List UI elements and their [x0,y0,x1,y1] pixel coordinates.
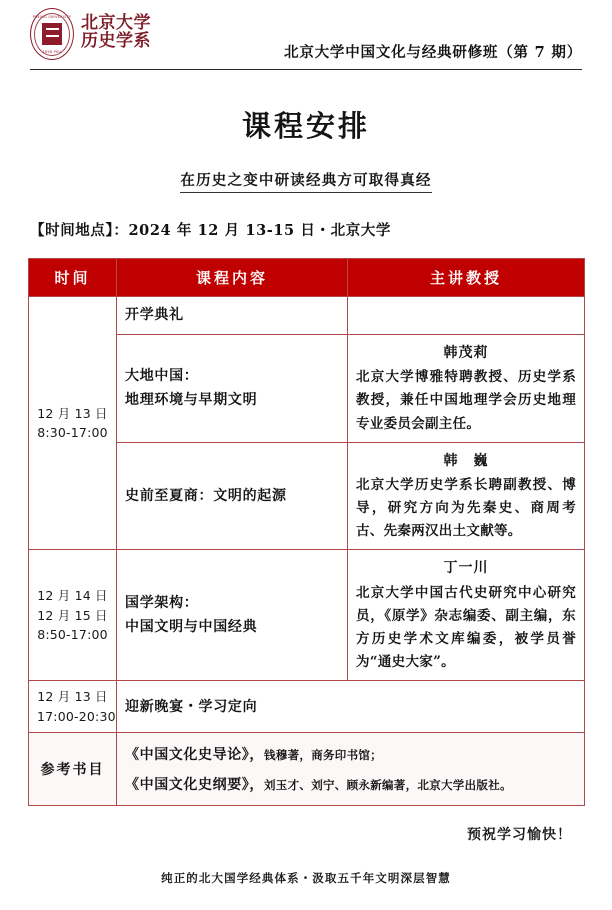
course-content-cell [117,550,348,681]
column-header-content: 课程内容 [117,259,348,297]
professor-bio: 北京大学中国古代史研究中心研究员，《原学》杂志编委、副主编，东方历史学术文库编委，被学员誉为“通史大家”。 [356,584,576,671]
professor-bio: 北京大学历史学系长聘副教授、博导，研究方向为先秦史、商周考古、先秦两汉出土文献等。 [356,476,576,540]
course-content-line: 迎新晚宴・学习定向 [125,698,258,715]
seal-core-glyph [42,23,62,45]
logo-university-name: 北京大学 [81,13,151,34]
professor-bio: 北京大学博雅特聘教授、历史学系教授，兼任中国地理学会历史地理专业委员会副主任。 [356,369,576,432]
program-title: 北京大学中国文化与经典研修班（第 7 期） [284,44,582,61]
professor-name: 韩茂莉 [443,345,489,361]
time-cell-dinner [29,681,117,733]
time-location-line: 【时间地点】：2024 年 12 月 13-15 日・北京大学 [30,222,391,239]
course-content-line: 史前至夏商：文明的起源 [125,487,287,504]
time-line: 12 月 13 日 [37,405,108,421]
page-title: 课程安排 [241,109,370,143]
professor-cell [348,550,585,681]
time-line: 12 月 14 日 [37,588,108,604]
logo-department-name: 历史学系 [81,31,151,51]
table-header-row [29,259,585,297]
time-cell-dec14-15 [29,550,117,681]
time-line: 8:30-17:00 [37,425,108,441]
time-line: 12 月 13 日 [37,689,108,705]
logo-wordmark [81,15,151,52]
list-item [125,739,576,769]
subtitle-container [0,169,612,193]
closing-wish: 预祝学习愉快！ [467,826,572,843]
time-cell-dec13 [29,297,117,550]
professor-name: 丁一川 [443,560,489,577]
book-meta: 刘玉才、刘宁、顾永新编著，北京大学出版社。 [264,778,512,793]
column-header-professor: 主讲教授 [348,259,585,297]
professor-cell-empty [348,297,585,335]
course-schedule-table [28,258,585,806]
table-row [29,297,585,335]
reference-books-label: 参考书目 [29,733,117,806]
time-line: 17:00-20:30 [37,708,116,724]
page-subtitle: 在历史之变中研读经典方可取得真经 [180,169,431,193]
time-line: 8:50-17:00 [37,627,108,643]
header-divider [30,69,582,70]
pku-history-logo [30,8,151,60]
professor-name: 韩 巍 [443,452,489,469]
course-content-cell [117,442,348,550]
professor-cell [348,335,585,443]
course-content-cell [117,681,585,733]
book-title: 《中国文化史纲要》， [125,777,264,794]
seal-ring-bottom-text: 1898 PKU [42,50,62,54]
course-content-line: 大地中国： [125,367,199,384]
reference-books-cell [117,733,585,806]
book-title: 《中国文化史导论》， [125,747,264,764]
course-content-line: 中国文明与中国经典 [125,619,258,636]
footer-tagline: 纯正的北大国学经典体系・汲取五千年文明深层智慧 [161,871,451,885]
list-item [125,769,576,799]
table-row-reference-books [29,733,585,806]
schedule-table-container [28,258,584,806]
column-header-time: 时间 [29,259,117,297]
table-row [29,681,585,733]
table-row [29,550,585,681]
professor-cell [348,442,585,550]
course-content-cell [117,297,348,335]
seal-ring-top-text: PEKING UNIVERSITY [32,14,72,19]
time-line: 12 月 15 日 [37,607,108,623]
course-content-line: 开学典礼 [125,307,184,324]
course-content-line: 地理环境与早期文明 [125,392,258,409]
document-header [0,0,612,78]
course-content-line: 国学架构： [125,594,199,611]
university-seal-icon [30,8,74,60]
course-content-cell [117,335,348,443]
book-meta: 钱穆著，商务印书馆； [264,748,382,763]
